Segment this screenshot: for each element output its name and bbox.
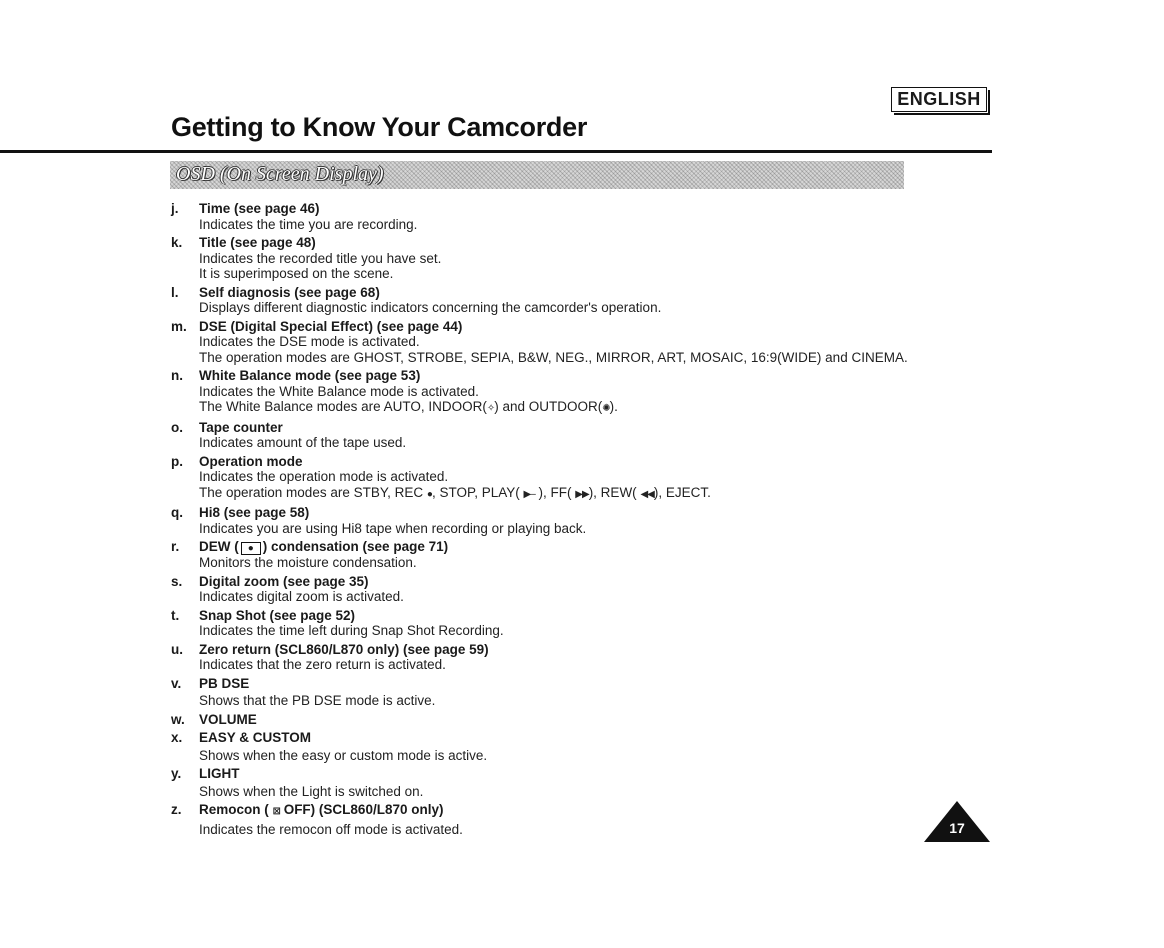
list-item	[171, 712, 971, 728]
item-description: Displays different diagnostic indicators concerning the camcorder's operation.	[199, 300, 662, 315]
item-letter: n.	[171, 368, 183, 383]
list-item	[171, 368, 971, 417]
list-item	[171, 420, 971, 451]
item-heading: Remocon ( ⊠ OFF) (SCL860/L870 only)	[199, 802, 444, 817]
item-heading: Snap Shot (see page 52)	[199, 607, 356, 623]
item-letter: w.	[171, 711, 185, 727]
item-heading: Operation mode	[199, 453, 303, 469]
item-heading: Tape counter	[199, 419, 283, 435]
list-item	[171, 454, 971, 503]
page-number: 17	[949, 820, 965, 836]
dew-icon: ●	[241, 542, 261, 555]
fast-forward-icon: ▶▶	[575, 488, 589, 500]
item-description: It is superimposed on the scene.	[199, 266, 394, 281]
rewind-icon: ◀◀	[640, 488, 654, 500]
list-item	[171, 235, 971, 282]
osd-item-list	[171, 201, 971, 840]
page-title: Getting to Know Your Camcorder	[171, 112, 588, 142]
section-heading: OSD (On Screen Display)	[176, 163, 384, 185]
item-description: Shows when the Light is switched on.	[199, 783, 424, 799]
item-letter: p.	[171, 453, 183, 469]
play-icon: ▶–	[523, 488, 535, 500]
title-divider	[0, 150, 992, 153]
item-letter: u.	[171, 641, 183, 657]
item-description: Indicates you are using Hi8 tape when recording or playing back.	[199, 520, 587, 536]
item-letter: l.	[171, 284, 179, 300]
list-item	[171, 505, 971, 536]
list-item	[171, 730, 971, 763]
item-description: Indicates amount of the tape used.	[199, 435, 407, 450]
outdoor-icon: ✺	[602, 403, 610, 414]
item-description: Indicates the time you are recording.	[199, 216, 418, 232]
item-heading: Hi8 (see page 58)	[199, 505, 310, 520]
item-letter: x.	[171, 730, 183, 745]
item-heading: Zero return (SCL860/L870 only) (see page 59)	[199, 641, 489, 657]
item-description: Indicates the DSE mode is activated.	[199, 334, 420, 349]
item-letter: r.	[171, 539, 180, 554]
item-letter: m.	[171, 318, 187, 334]
list-item	[171, 539, 971, 571]
item-description: Monitors the moisture condensation.	[199, 555, 417, 570]
rec-icon: ●	[426, 488, 432, 500]
item-description: Indicates digital zoom is activated.	[199, 589, 404, 604]
item-heading: White Balance mode (see page 53)	[199, 368, 421, 383]
item-heading: VOLUME	[199, 711, 257, 727]
item-heading: DSE (Digital Special Effect) (see page 44)	[199, 318, 463, 334]
item-description: The White Balance modes are AUTO, INDOOR(✧) and OUTDOOR(✺).	[199, 399, 618, 414]
item-description: Indicates the White Balance mode is activated.	[199, 383, 479, 399]
item-description: The operation modes are STBY, REC ●, STOP, PLAY( ▶– ), FF( ▶▶), REW( ◀◀), EJECT.	[199, 484, 711, 500]
list-item	[171, 201, 971, 232]
item-heading: Time (see page 46)	[199, 201, 320, 216]
item-letter: k.	[171, 235, 183, 250]
item-letter: v.	[171, 675, 182, 691]
list-item	[171, 285, 971, 316]
item-heading: Title (see page 48)	[199, 235, 316, 250]
item-description: Indicates the operation mode is activated.	[199, 469, 449, 484]
item-letter: q.	[171, 505, 183, 520]
item-letter: z.	[171, 802, 182, 817]
item-letter: j.	[171, 201, 179, 216]
list-item	[171, 802, 971, 837]
item-description: Indicates the time left during Snap Shot Recording.	[199, 623, 504, 638]
item-letter: o.	[171, 419, 183, 435]
item-letter: y.	[171, 766, 182, 781]
item-heading: Digital zoom (see page 35)	[199, 573, 369, 589]
item-description: Indicates that the zero return is activated.	[199, 657, 446, 672]
list-item	[171, 608, 971, 639]
list-item	[171, 766, 971, 799]
item-description: Shows that the PB DSE mode is active.	[199, 693, 436, 708]
item-letter: t.	[171, 607, 180, 623]
item-description: Shows when the easy or custom mode is active.	[199, 747, 488, 763]
item-description: The operation modes are GHOST, STROBE, SEPIA, B&W, NEG., MIRROR, ART, MOSAIC, 16:9(WIDE) and CINEMA.	[199, 349, 908, 365]
item-heading: PB DSE	[199, 675, 250, 691]
item-heading: EASY & CUSTOM	[199, 730, 312, 745]
item-heading: DEW ( ● ) condensation (see page 71)	[199, 539, 449, 554]
item-description: Indicates the remocon off mode is activated.	[199, 821, 463, 837]
remocon-off-icon: ⊠	[272, 806, 280, 817]
item-heading: Self diagnosis (see page 68)	[199, 284, 380, 300]
list-item	[171, 642, 971, 673]
item-description: Indicates the recorded title you have set.	[199, 250, 442, 266]
indoor-icon: ✧	[486, 403, 495, 414]
list-item	[171, 574, 971, 605]
item-letter: s.	[171, 573, 183, 589]
item-heading: LIGHT	[199, 766, 240, 781]
language-badge: ENGLISH	[891, 87, 987, 112]
list-item	[171, 676, 971, 709]
list-item	[171, 319, 971, 366]
